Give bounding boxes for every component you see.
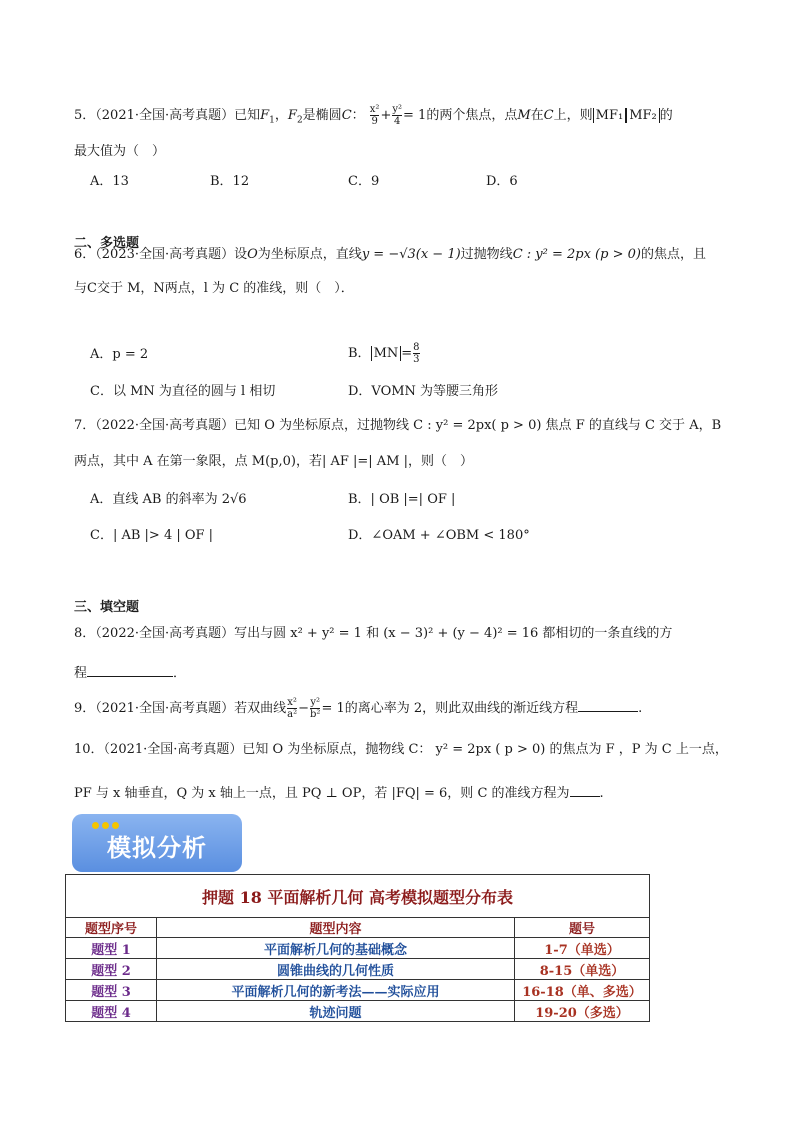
q5-line2: 最大值为（ ） bbox=[74, 144, 166, 159]
simulation-analysis-banner bbox=[72, 814, 242, 872]
q6-line2: 与C交于 M，N两点，l 为 C 的准线，则（ ）． bbox=[74, 281, 354, 296]
table-cell: 题型 1 bbox=[66, 938, 157, 959]
table-cell: 题型 2 bbox=[66, 959, 157, 980]
q7-option-a: A．直线 AB 的斜率为 2√6 bbox=[90, 492, 247, 507]
table-cell: 16-18（单、多选） bbox=[515, 980, 650, 1001]
question-distribution-table bbox=[65, 874, 650, 1022]
q10-line1: 10．（2021·全国·高考真题）已知 O 为坐标原点，抛物线 C： y² = 2px ( p > 0) 的焦点为 F ，P 为 C 上一点， bbox=[74, 742, 728, 757]
q7-option-d: D．∠OAM + ∠OBM < 180° bbox=[348, 528, 530, 543]
table-cell: 平面解析几何的基础概念 bbox=[157, 938, 515, 959]
table-cell: 19-20（多选） bbox=[515, 1001, 650, 1022]
table-row bbox=[66, 959, 650, 980]
answer-blank bbox=[87, 662, 173, 677]
table-cell: 题型 3 bbox=[66, 980, 157, 1001]
table-cell: 轨迹问题 bbox=[157, 1001, 515, 1022]
q6-line1: 6．（2023·全国·高考真题）设O为坐标原点，直线y = −√3(x − 1)过抛物线C : y² = 2px (p > 0)的焦点，且 bbox=[74, 247, 706, 262]
q5-option-b: B．12 bbox=[210, 174, 250, 189]
q7-line2: 两点，其中 A 在第一象限，点 M(p,0)，若| AF |=| AM |，则（ ） bbox=[74, 454, 474, 469]
q6-option-d: D．VOMN 为等腰三角形 bbox=[348, 384, 499, 399]
q9-line1: 9．（2021·全国·高考真题）若双曲线 $\frac{\text{x²}}{\text{a²}}$ − $\frac{\text{y²}}{\text{b²}}$ = 1的离心率为 2，则此双曲线的渐近线方程 . bbox=[74, 697, 643, 720]
q7-option-c: C．| AB |> 4 | OF | bbox=[90, 528, 214, 543]
q8-line2: 程 ． bbox=[74, 662, 186, 684]
q10-line2: PF 与 x 轴垂直，Q 为 x 轴上一点，且 PQ ⊥ OP，若 |FQ| = 6，则 C 的准线方程为 . bbox=[74, 782, 604, 804]
table-row bbox=[66, 1001, 650, 1022]
table-cell: 圆锥曲线的几何性质 bbox=[157, 959, 515, 980]
q7-option-b: B．| OB |=| OF | bbox=[348, 492, 456, 507]
answer-blank bbox=[578, 697, 638, 712]
q6-option-b: B． MN = $\frac{8}{3}$ bbox=[348, 342, 420, 365]
section-heading-multi: 二、多选题 bbox=[74, 236, 140, 251]
q5-option-a: A．13 bbox=[90, 174, 129, 189]
banner-title: 模拟分析 bbox=[107, 834, 207, 862]
section-heading-fill: 三、填空题 bbox=[74, 600, 140, 615]
q8-line1: 8．（2022·全国·高考真题）写出与圆 x² + y² = 1 和 (x − 3)² + (y − 4)² = 16 都相切的一条直线的方 bbox=[74, 626, 673, 641]
q7-line1: 7．（2022·全国·高考真题）已知 O 为坐标原点，过抛物线 C : y² = 2px( p > 0) 焦点 F 的直线与 C 交于 A，B bbox=[74, 418, 722, 433]
table-header: 题型内容 bbox=[157, 918, 515, 938]
q6-option-a: A．p = 2 bbox=[90, 347, 149, 362]
q5-option-c: C．9 bbox=[348, 174, 380, 189]
table-row bbox=[66, 938, 650, 959]
q5-option-d: D．6 bbox=[486, 174, 518, 189]
table-cell: 8-15（单选） bbox=[515, 959, 650, 980]
q6-option-c: C．以 MN 为直径的圆与 l 相切 bbox=[90, 384, 276, 399]
table-cell: 1-7（单选） bbox=[515, 938, 650, 959]
table-title: 押题 18 平面解析几何 高考模拟题型分布表 bbox=[66, 875, 650, 918]
answer-blank bbox=[570, 782, 600, 797]
fraction: $\frac{\text{x²}}{9}$ bbox=[369, 104, 380, 127]
table-cell: 平面解析几何的新考法——实际应用 bbox=[157, 980, 515, 1001]
table-row bbox=[66, 980, 650, 1001]
table-header: 题号 bbox=[515, 918, 650, 938]
table-header: 题型序号 bbox=[66, 918, 157, 938]
q5-line1: 5．（2021·全国·高考真题）已知$F_1$，$F_2$是椭圆C： $\frac{\text{x²}}{9}$ + $\frac{\text{y²}}{4}$ = 1的两个焦点，点M在C上，则 MF₁ MF₂ 的 bbox=[74, 104, 673, 127]
table-cell: 题型 4 bbox=[66, 1001, 157, 1022]
fraction: $\frac{\text{y²}}{4}$ bbox=[392, 104, 403, 127]
